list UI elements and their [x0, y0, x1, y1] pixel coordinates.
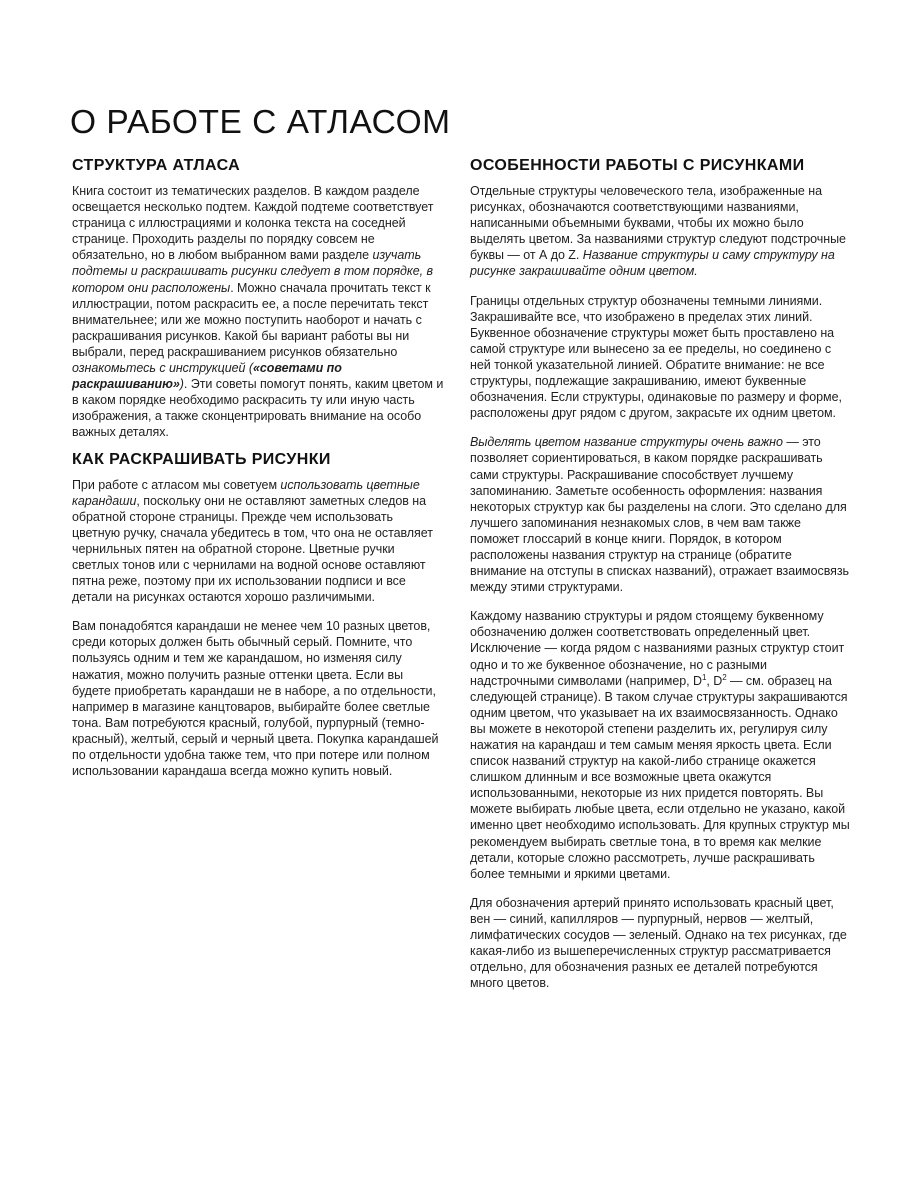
italic-run: использовать цветные карандаши — [72, 477, 420, 508]
paragraph-how-to-color — [72, 477, 444, 606]
superscript: 2 — [722, 672, 727, 682]
text-run: Каждому названию структуры и рядом стоящему буквенному обозначению должен соответствовать определенный цвет. Исключение — когда рядом с названиями разных структур стоит одно и то же буквенное обозначение, но с разными надстрочными символами (например, D — [470, 609, 845, 688]
text-run: Книга состоит из тематических разделов. В каждом разделе освещается несколько подтем. Каждой подтеме соответствует страница с иллюстрациями и колонка текста на соседней странице. Проходить разделы по порядку совсем не обязательно, но в любом выбранном вами разделе — [72, 184, 434, 263]
superscript: 1 — [701, 672, 707, 682]
text-run: . Эти советы помогут понять, каким цветом и в каком порядке необходимо раскрасить ту или иную часть изображения, а также сконцентрировать внимание на особо важных деталях. — [72, 377, 444, 440]
text-run: — см. образец на следующей странице). В таком случае структуры закрашиваются одним цветом, что указывает на их взаимосвязанность. Однако вы можете в некоторой степени разделить их, регулируя силу нажатия на карандаш и тем самым меняя яркость цвета. Если список названий структур на какой-либо странице окажется слишком длинным и все возможные цвета окажутся использованными, некоторые из них придется повторять. Вы можете выбирать любые цвета, если отдельно не указано, какой именно цвет необходимо использовать. Для крупных структур мы рекомендуем выбирать светлые тона, в то время как мелкие детали, которые сложно рассмотреть, лучше раскрашивать более темными и яркими цветами. — [470, 673, 850, 881]
left-column — [72, 152, 444, 779]
heading-atlas-structure: СТРУКТУРА АТЛАСА — [72, 157, 241, 174]
text-run: , поскольку они не оставляют заметных следов на обратной стороне страницы. Прежде чем использовать цветную ручку, сначала убедитесь в том, что она не оставляет чернильных пятен на обратной стороне. Цветные ручки светлых тонов или с чернилами на водной основе оставляют пятна реже, поэтому при их использовании подписи и все детали на рисунках остаются хорошо различимыми. — [72, 493, 433, 605]
italic-run: ознакомьтесь с инструкцией ( — [72, 361, 253, 376]
bold-italic-run: «советами по раскрашиванию» — [72, 361, 342, 392]
text-run: Отдельные структуры человеческого тела, изображенные на рисунках, обозначаются соответствующими названиями, написанными объемными буквами, чтобы их можно было выделять цветом. За названиями структур следуют подстрочные буквы — от А до Z. — [470, 184, 846, 263]
paragraph-boundaries: Границы отдельных структур обозначены темными линиями. Закрашивайте все, что изображено в пределах этих линий. Буквенное обозначение структуры может быть проставлено на самой структуре или вынесено за ее пределы, но соединено с ней тонкой указательной линией. Обратите внимание: не все структуры, подлежащие закрашиванию, имеют буквенные обозначения. Если структуры, одинаковые по размеру и форме, расположены друг рядом с другом, закрасьте их одним цветом. — [470, 293, 842, 421]
text-run: При работе с атласом мы советуем — [72, 477, 281, 492]
italic-run: изучать подтемы и раскрашивать рисунки следует в том порядке, в котором они расположены — [72, 248, 433, 295]
paragraph-color-assignment — [470, 608, 850, 882]
heading-drawing-features: ОСОБЕННОСТИ РАБОТЫ С РИСУНКАМИ — [470, 157, 805, 174]
page-title: О РАБОТЕ С АТЛАСОМ — [70, 104, 451, 141]
paragraph-atlas-structure — [72, 183, 444, 441]
text-run: — это позволяет сориентироваться, в каком порядке раскрашивать сами структуры. Раскрашивание способствует лучшему запоминанию. Заметьте особенность оформления: названия некоторых структур как бы разделены на слоги. Это сделано для лучшего запоминания незнакомых слов, в чем вам также поможет глоссарий в конце книги. Порядок, в котором расположены названия структур на странице (обратите внимание на отступы в списках названий), отражает взаимосвязь между этими структурами. — [470, 435, 850, 595]
paragraph-pencils: Вам понадобятся карандаши не менее чем 10 разных цветов, среди которых должен быть обычный серый. Помните, что пользуясь одним и тем же карандашом, но изменяя силу нажатия, можно получить разные оттенки цвета. Если вы будете приобретать карандаши не в наборе, а по отдельности, например в магазине канцтоваров, выбирайте более светлые тона. Вам потребуются красный, голубой, пурпурный (темно-красный), желтый, серый и черный цвета. Покупка карандашей по отдельности удобна также тем, что при потере или полном использовании карандаша всегда можно купить новый. — [72, 619, 439, 779]
italic-run: Название структуры и саму структуру на рисунке закрашивайте одним цветом. — [470, 248, 835, 279]
heading-how-to-color: КАК РАСКРАШИВАТЬ РИСУНКИ — [72, 450, 331, 468]
right-column — [470, 152, 850, 991]
paragraph-structure-labels — [470, 183, 850, 280]
text-run: . Можно сначала прочитать текст к иллюстрации, потом раскрасить ее, а после перечитать текст внимательнее; или же можно поступить наоборот и начать с раскрашивания рисунков. Какой бы вариант работы вы ни выбрали, перед раскрашиванием рисунков обязательно — [72, 280, 431, 359]
italic-run: Выделять цветом название структуры очень важно — [470, 435, 783, 450]
italic-run: ) — [179, 377, 184, 392]
paragraph-vessel-colors: Для обозначения артерий принято использовать красный цвет, вен — синий, капилляров — пурпурный, нервов — желтый, лимфатических сосудов — зеленый. Однако на тех рисунках, где какая-либо из вышеперечисленных структур рассматривается отдельно, для обозначения разных ее деталей потребуются много цветов. — [470, 895, 847, 991]
paragraph-color-names — [470, 434, 850, 595]
text-run: , D — [706, 673, 723, 688]
